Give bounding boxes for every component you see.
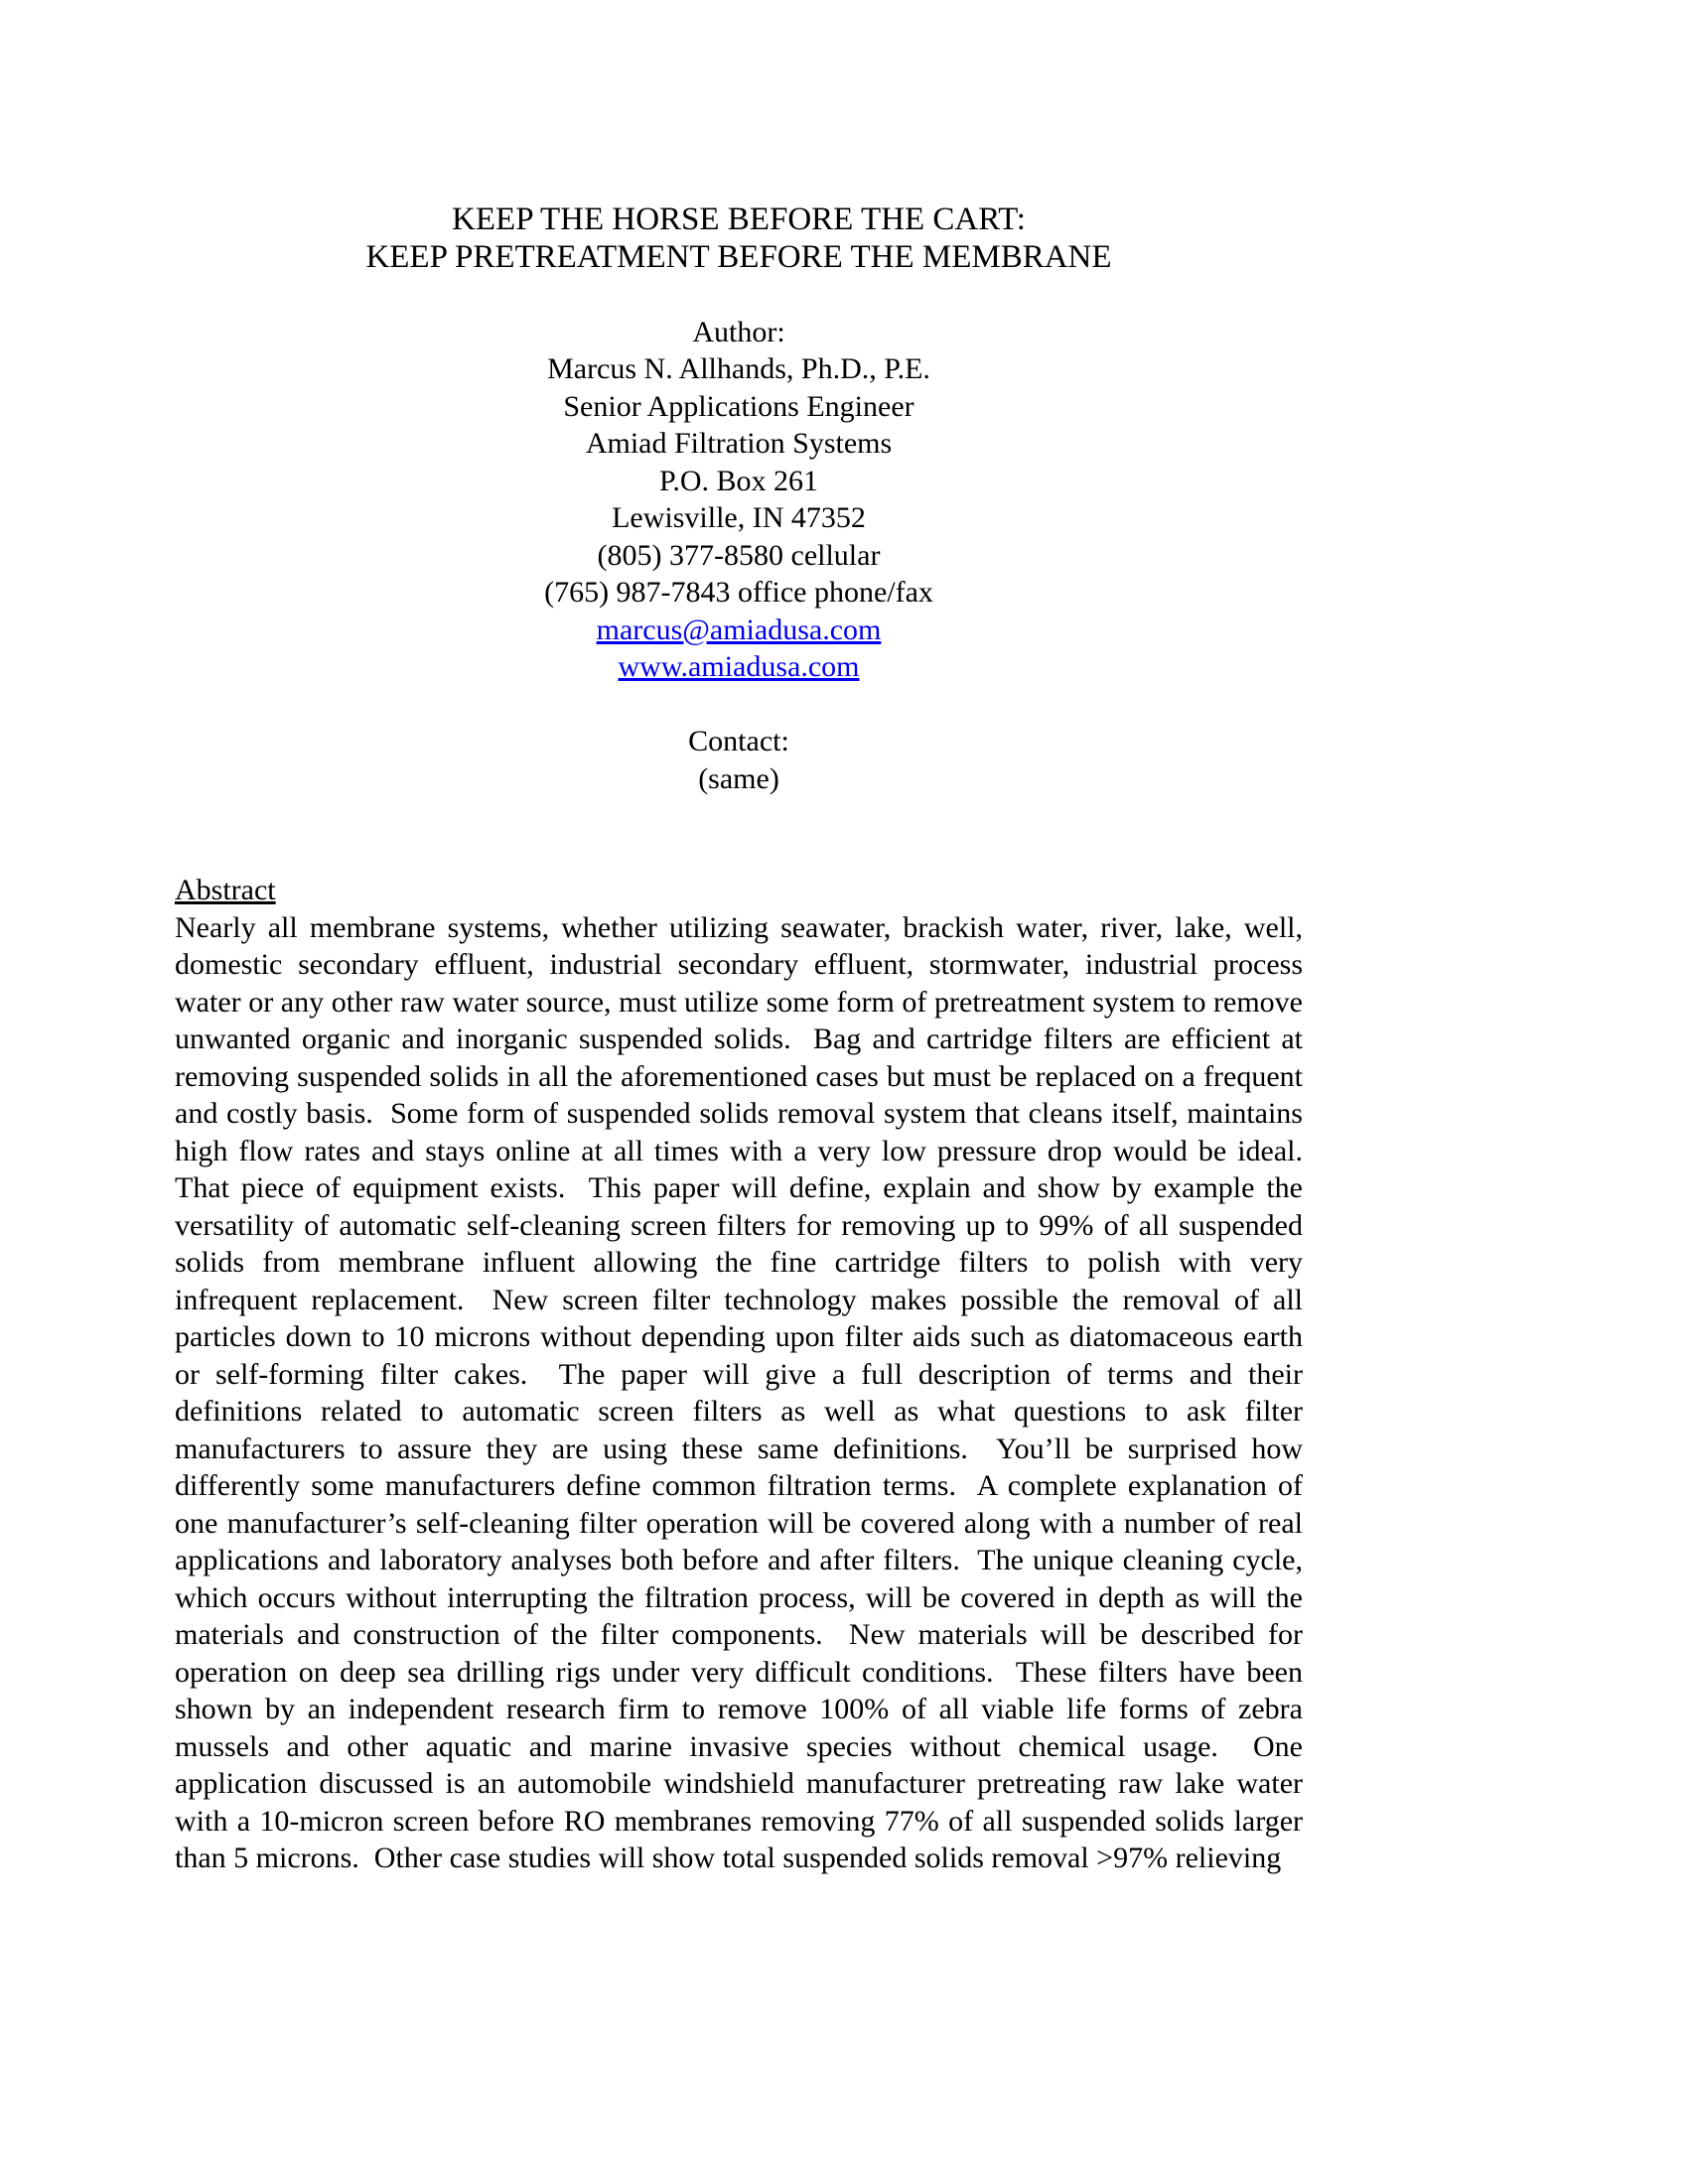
document-title-line2: KEEP PRETREATMENT BEFORE THE MEMBRANE — [365, 238, 1112, 275]
spacer — [175, 797, 1303, 872]
spacer — [175, 276, 1303, 314]
contact-value: (same) — [698, 761, 779, 795]
document-title-line1: KEEP THE HORSE BEFORE THE CART: — [452, 202, 1026, 237]
author-city-state-zip: Lewisville, IN 47352 — [612, 501, 866, 534]
email-link[interactable]: marcus@amiadusa.com — [596, 613, 882, 646]
contact-label: Contact: — [688, 725, 789, 757]
abstract-heading: Abstract — [175, 874, 276, 906]
website-link[interactable]: www.amiadusa.com — [618, 650, 860, 683]
spacer — [175, 686, 1303, 724]
author-cell-phone: (805) 377-8580 cellular — [597, 538, 881, 572]
author-office-phone: (765) 987-7843 office phone/fax — [544, 576, 933, 609]
author-po-box: P.O. Box 261 — [658, 464, 819, 497]
author-company: Amiad Filtration Systems — [585, 427, 893, 460]
document-content — [175, 202, 1318, 1877]
abstract-paragraph: Nearly all membrane systems, whether utilizing seawater, brackish water, river, lake, well, domestic secondary effluent, industrial secondary effluent, stormwater, industrial process water or any other raw water source, must utilize some form of pretreatment system to remove unwanted organic and inorganic suspended solids. Bag and cartridge filters are efficient at removing suspended solids in all the aforementioned cases but must be replaced on a frequent and costly basis. Some form of suspended solids removal system that cleans itself, maintains high flow rates and stays online at all times with a very low pressure drop would be ideal. That piece of equipment exists. This paper will define, explain and show by example the versatility of automatic self-cleaning screen filters for removing up to 99% of all suspended solids from membrane influent allowing the fine cartridge filters to polish with very infrequent replacement. New screen filter technology makes possible the removal of all particles down to 10 microns without depending upon filter aids such as diatomaceous earth or self-forming filter cakes. The paper will give a full description of terms and their definitions related to automatic screen filters as well as what questions to ask filter manufacturers to assure they are using these same definitions. You’ll be surprised how differently some manufacturers define common filtration terms. A complete explanation of one manufacturer’s self-cleaning filter operation will be covered along with a number of real applications and laboratory analyses both before and after filters. The unique cleaning cycle, which occurs without interrupting the filtration process, will be covered in depth as will the materials and construction of the filter components. New materials will be described for operation on deep sea drilling rigs under very difficult conditions. These filters have been shown by an independent research firm to remove 100% of all viable life forms of zebra mussels and other aquatic and marine invasive species without chemical usage. One application discussed is an automobile windshield manufacturer pretreating raw lake water with a 10-micron screen before RO membranes removing 77% of all suspended solids larger than 5 microns. Other case studies will show total suspended solids removal >97% relieving — [175, 910, 1318, 1874]
author-label: Author: — [692, 315, 785, 348]
author-name: Marcus N. Allhands, Ph.D., P.E. — [547, 352, 930, 385]
author-title: Senior Applications Engineer — [563, 389, 914, 423]
